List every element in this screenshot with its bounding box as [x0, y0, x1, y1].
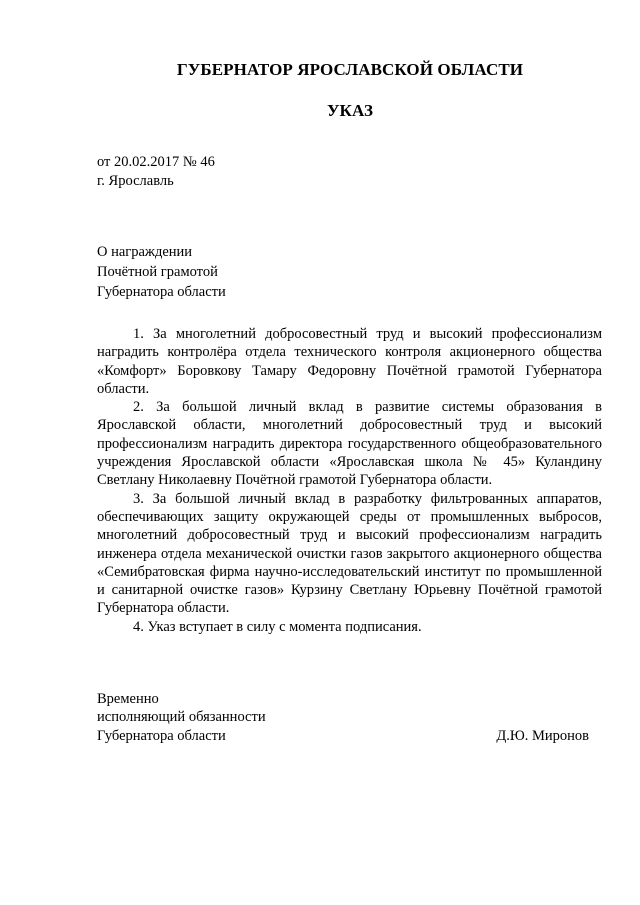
decree-body	[97, 325, 602, 636]
decree-paragraph-3: 3. За большой личный вклад в разработку фильтрованных аппаратов, обеспечивающих защиту окружающей среды от промышленных выбросов, многолетний добросовестный труд и высокий профессионализм наградить инженера отдела механической очистки газов закрытого акционерного общества «Семибратовская фирма научно-исследовательский институт по промышленной и санитарной очистке газов» Курзину Светлану Юрьевну Почётной грамотой Губернатора области.	[97, 490, 602, 617]
decree-date-number: от 20.02.2017 № 46	[97, 154, 215, 170]
signature-block	[97, 690, 602, 745]
signatory-title-line: Губернатора области	[97, 727, 226, 744]
decree-paragraph-4: 4. Указ вступает в силу с момента подписания.	[133, 618, 422, 635]
subject-line: Губернатора области	[97, 284, 226, 300]
decree-city: г. Ярославль	[97, 173, 174, 189]
signatory-title-line: исполняющий обязанности	[97, 709, 266, 726]
signatory-name: Д.Ю. Миронов	[496, 727, 589, 744]
signatory-title-line: Временно	[97, 691, 159, 707]
subject-line: Почётной грамотой	[97, 264, 218, 280]
subject-line: О награждении	[97, 244, 193, 260]
document-type-title: УКАЗ	[326, 101, 374, 120]
authority-title: ГУБЕРНАТОР ЯРОСЛАВСКОЙ ОБЛАСТИ	[176, 60, 524, 79]
decree-subject	[97, 242, 226, 302]
decree-paragraph-2: 2. За большой личный вклад в развитие системы образования в Ярославской области, многолетний добросовестный труд и высокий профессионализм наградить директора государственного общеобразовательного учреждения Ярославской области «Ярославская школа № 45» Куландину Светлану Николаевну Почётной грамотой Губернатора области.	[97, 399, 602, 489]
decree-paragraph-1: 1. За многолетний добросовестный труд и высокий профессионализм наградить контролёра отдела технического контроля акционерного общества «Комфорт» Боровкову Тамару Федоровну Почётной грамотой Губернатора области.	[97, 326, 602, 397]
signatory-row	[97, 727, 602, 745]
